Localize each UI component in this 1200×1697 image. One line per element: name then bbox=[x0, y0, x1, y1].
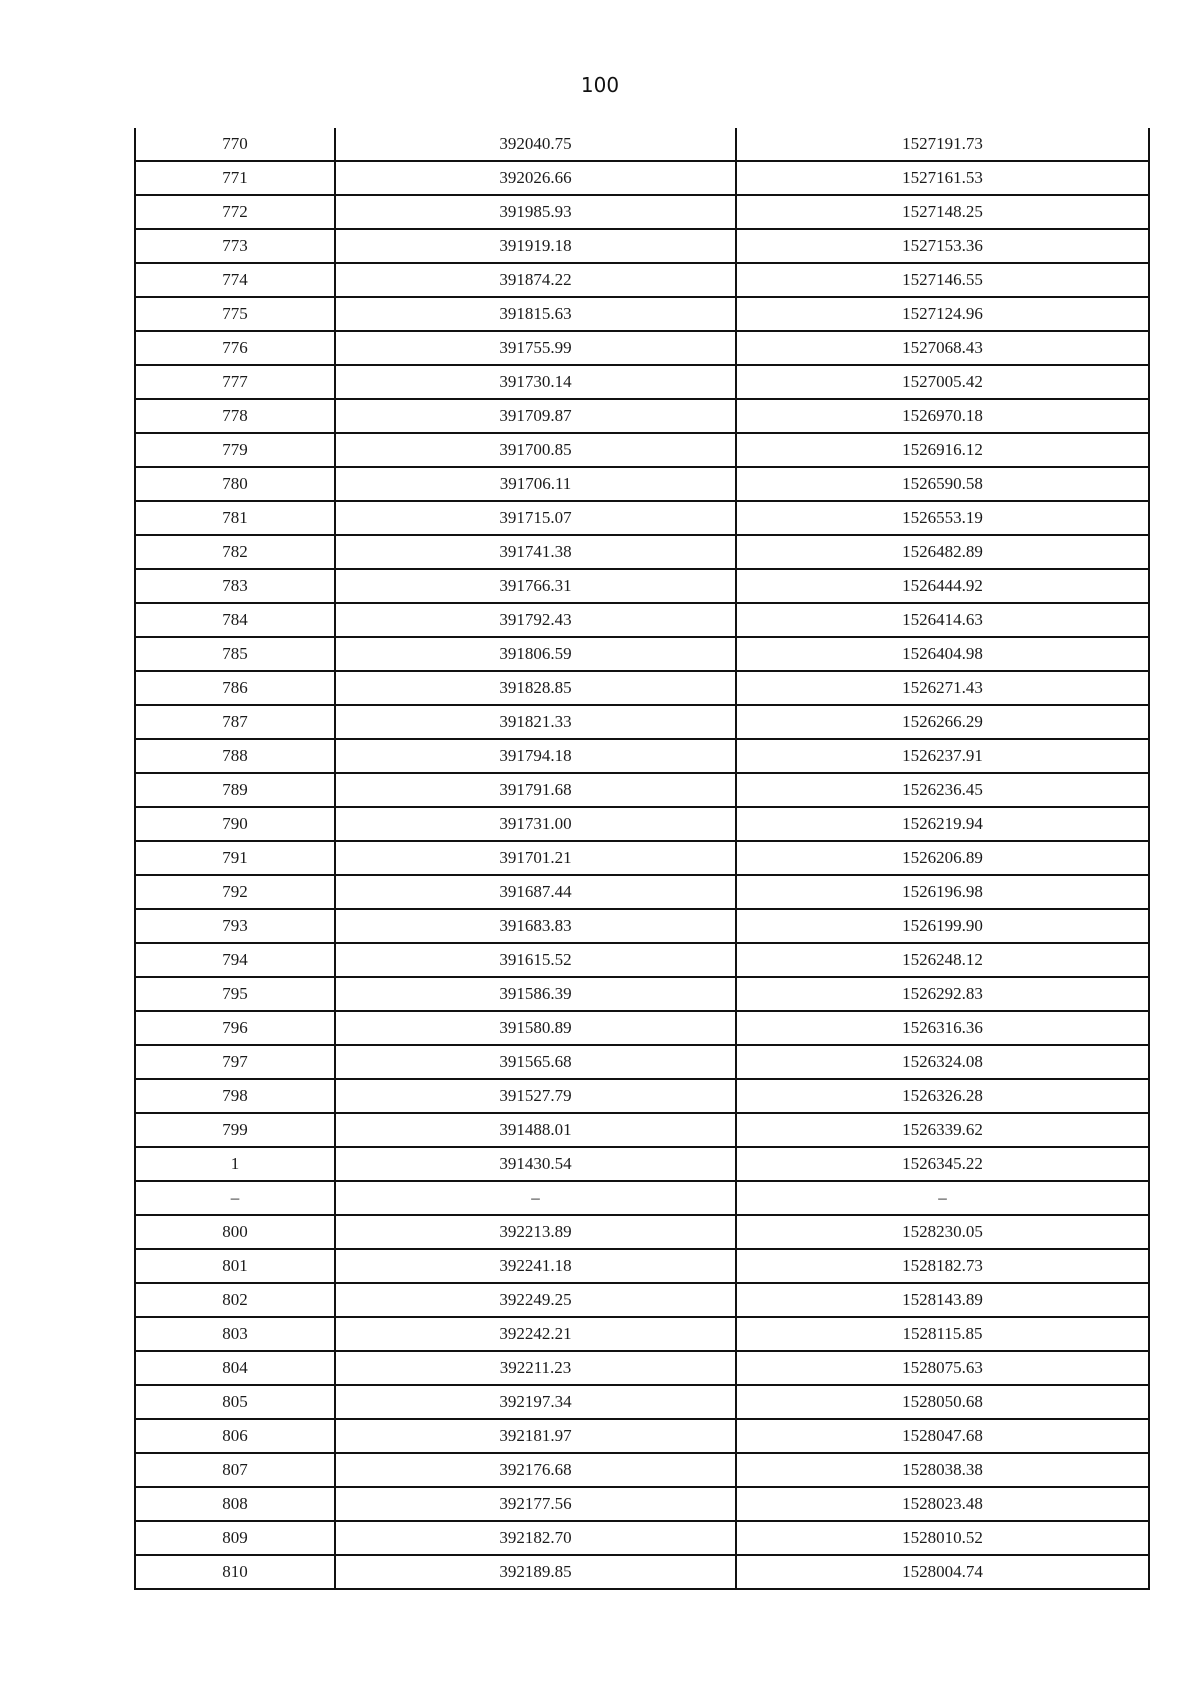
y-coordinate-cell: 1526414.63 bbox=[736, 603, 1149, 637]
x-coordinate-cell: 391565.68 bbox=[335, 1045, 736, 1079]
y-coordinate-cell: 1528143.89 bbox=[736, 1283, 1149, 1317]
x-coordinate-cell: 391874.22 bbox=[335, 263, 736, 297]
point-number-cell: 780 bbox=[135, 467, 335, 501]
table-row bbox=[135, 331, 1149, 365]
table-row bbox=[135, 467, 1149, 501]
table-row bbox=[135, 1521, 1149, 1555]
y-coordinate-cell: 1526316.36 bbox=[736, 1011, 1149, 1045]
x-coordinate-cell: 392197.34 bbox=[335, 1385, 736, 1419]
y-coordinate-cell: 1527148.25 bbox=[736, 195, 1149, 229]
table-row bbox=[135, 603, 1149, 637]
table-row bbox=[135, 1249, 1149, 1283]
point-number-cell: 781 bbox=[135, 501, 335, 535]
x-coordinate-cell: 392249.25 bbox=[335, 1283, 736, 1317]
x-coordinate-cell: 391919.18 bbox=[335, 229, 736, 263]
y-coordinate-cell: 1528075.63 bbox=[736, 1351, 1149, 1385]
point-number-cell: 797 bbox=[135, 1045, 335, 1079]
coordinate-table bbox=[134, 128, 1150, 1590]
point-number-cell: 775 bbox=[135, 297, 335, 331]
y-coordinate-cell: 1526236.45 bbox=[736, 773, 1149, 807]
x-coordinate-cell: 391792.43 bbox=[335, 603, 736, 637]
x-coordinate-cell: 391701.21 bbox=[335, 841, 736, 875]
table-row bbox=[135, 1113, 1149, 1147]
x-coordinate-cell: 391985.93 bbox=[335, 195, 736, 229]
point-number-cell: 1 bbox=[135, 1147, 335, 1181]
x-coordinate-cell: 391687.44 bbox=[335, 875, 736, 909]
y-coordinate-cell: 1527068.43 bbox=[736, 331, 1149, 365]
table-row bbox=[135, 637, 1149, 671]
y-coordinate-cell: 1528004.74 bbox=[736, 1555, 1149, 1589]
x-coordinate-cell: 392026.66 bbox=[335, 161, 736, 195]
table-row bbox=[135, 433, 1149, 467]
point-number-cell: 798 bbox=[135, 1079, 335, 1113]
point-number-cell: 776 bbox=[135, 331, 335, 365]
point-number-cell: – bbox=[135, 1181, 335, 1215]
x-coordinate-cell: – bbox=[335, 1181, 736, 1215]
x-coordinate-cell: 391709.87 bbox=[335, 399, 736, 433]
table-row bbox=[135, 297, 1149, 331]
table-row bbox=[135, 841, 1149, 875]
y-coordinate-cell: 1527124.96 bbox=[736, 297, 1149, 331]
table-row bbox=[135, 195, 1149, 229]
table-row bbox=[135, 1487, 1149, 1521]
x-coordinate-cell: 392189.85 bbox=[335, 1555, 736, 1589]
table-row bbox=[135, 1419, 1149, 1453]
table-row bbox=[135, 1317, 1149, 1351]
x-coordinate-cell: 391715.07 bbox=[335, 501, 736, 535]
table-row bbox=[135, 909, 1149, 943]
x-coordinate-cell: 391683.83 bbox=[335, 909, 736, 943]
table-row bbox=[135, 535, 1149, 569]
point-number-cell: 773 bbox=[135, 229, 335, 263]
y-coordinate-cell: 1526482.89 bbox=[736, 535, 1149, 569]
x-coordinate-cell: 391766.31 bbox=[335, 569, 736, 603]
x-coordinate-cell: 392211.23 bbox=[335, 1351, 736, 1385]
y-coordinate-cell: 1528182.73 bbox=[736, 1249, 1149, 1283]
table-row bbox=[135, 1453, 1149, 1487]
x-coordinate-cell: 391806.59 bbox=[335, 637, 736, 671]
y-coordinate-cell: 1527191.73 bbox=[736, 128, 1149, 161]
point-number-cell: 774 bbox=[135, 263, 335, 297]
y-coordinate-cell: 1527153.36 bbox=[736, 229, 1149, 263]
y-coordinate-cell: 1526248.12 bbox=[736, 943, 1149, 977]
point-number-cell: 809 bbox=[135, 1521, 335, 1555]
y-coordinate-cell: 1528050.68 bbox=[736, 1385, 1149, 1419]
x-coordinate-cell: 392040.75 bbox=[335, 128, 736, 161]
point-number-cell: 778 bbox=[135, 399, 335, 433]
y-coordinate-cell: 1526444.92 bbox=[736, 569, 1149, 603]
point-number-cell: 806 bbox=[135, 1419, 335, 1453]
x-coordinate-cell: 392176.68 bbox=[335, 1453, 736, 1487]
table-row bbox=[135, 875, 1149, 909]
table-row bbox=[135, 1555, 1149, 1589]
point-number-cell: 808 bbox=[135, 1487, 335, 1521]
x-coordinate-cell: 391794.18 bbox=[335, 739, 736, 773]
x-coordinate-cell: 391527.79 bbox=[335, 1079, 736, 1113]
x-coordinate-cell: 391586.39 bbox=[335, 977, 736, 1011]
x-coordinate-cell: 391706.11 bbox=[335, 467, 736, 501]
y-coordinate-cell: 1528047.68 bbox=[736, 1419, 1149, 1453]
table-row bbox=[135, 161, 1149, 195]
y-coordinate-cell: 1526199.90 bbox=[736, 909, 1149, 943]
point-number-cell: 795 bbox=[135, 977, 335, 1011]
y-coordinate-cell: 1526271.43 bbox=[736, 671, 1149, 705]
point-number-cell: 799 bbox=[135, 1113, 335, 1147]
table-row bbox=[135, 1283, 1149, 1317]
table-row bbox=[135, 128, 1149, 161]
x-coordinate-cell: 392241.18 bbox=[335, 1249, 736, 1283]
table-row bbox=[135, 1147, 1149, 1181]
x-coordinate-cell: 391430.54 bbox=[335, 1147, 736, 1181]
x-coordinate-cell: 391821.33 bbox=[335, 705, 736, 739]
x-coordinate-cell: 392182.70 bbox=[335, 1521, 736, 1555]
x-coordinate-cell: 392242.21 bbox=[335, 1317, 736, 1351]
point-number-cell: 807 bbox=[135, 1453, 335, 1487]
x-coordinate-cell: 391755.99 bbox=[335, 331, 736, 365]
y-coordinate-cell: 1526237.91 bbox=[736, 739, 1149, 773]
table-row bbox=[135, 977, 1149, 1011]
point-number-cell: 803 bbox=[135, 1317, 335, 1351]
point-number-cell: 800 bbox=[135, 1215, 335, 1249]
coordinate-table-body bbox=[135, 128, 1149, 1589]
y-coordinate-cell: 1526206.89 bbox=[736, 841, 1149, 875]
x-coordinate-cell: 391731.00 bbox=[335, 807, 736, 841]
point-number-cell: 794 bbox=[135, 943, 335, 977]
y-coordinate-cell: 1528230.05 bbox=[736, 1215, 1149, 1249]
point-number-cell: 782 bbox=[135, 535, 335, 569]
x-coordinate-cell: 391700.85 bbox=[335, 433, 736, 467]
point-number-cell: 783 bbox=[135, 569, 335, 603]
table-row bbox=[135, 671, 1149, 705]
y-coordinate-cell: 1526590.58 bbox=[736, 467, 1149, 501]
y-coordinate-cell: 1528023.48 bbox=[736, 1487, 1149, 1521]
point-number-cell: 788 bbox=[135, 739, 335, 773]
y-coordinate-cell: 1526404.98 bbox=[736, 637, 1149, 671]
table-row bbox=[135, 569, 1149, 603]
table-row bbox=[135, 263, 1149, 297]
table-row bbox=[135, 229, 1149, 263]
table-row bbox=[135, 365, 1149, 399]
y-coordinate-cell: 1527005.42 bbox=[736, 365, 1149, 399]
y-coordinate-cell: 1526916.12 bbox=[736, 433, 1149, 467]
y-coordinate-cell: 1527161.53 bbox=[736, 161, 1149, 195]
point-number-cell: 784 bbox=[135, 603, 335, 637]
point-number-cell: 804 bbox=[135, 1351, 335, 1385]
table-row bbox=[135, 739, 1149, 773]
point-number-cell: 785 bbox=[135, 637, 335, 671]
y-coordinate-cell: 1526219.94 bbox=[736, 807, 1149, 841]
point-number-cell: 802 bbox=[135, 1283, 335, 1317]
y-coordinate-cell: 1527146.55 bbox=[736, 263, 1149, 297]
x-coordinate-cell: 391615.52 bbox=[335, 943, 736, 977]
y-coordinate-cell: 1526196.98 bbox=[736, 875, 1149, 909]
y-coordinate-cell: 1526553.19 bbox=[736, 501, 1149, 535]
point-number-cell: 770 bbox=[135, 128, 335, 161]
x-coordinate-cell: 391791.68 bbox=[335, 773, 736, 807]
point-number-cell: 793 bbox=[135, 909, 335, 943]
table-row bbox=[135, 705, 1149, 739]
table-row bbox=[135, 1079, 1149, 1113]
point-number-cell: 771 bbox=[135, 161, 335, 195]
y-coordinate-cell: 1528038.38 bbox=[736, 1453, 1149, 1487]
y-coordinate-cell: 1526292.83 bbox=[736, 977, 1149, 1011]
x-coordinate-cell: 391730.14 bbox=[335, 365, 736, 399]
point-number-cell: 796 bbox=[135, 1011, 335, 1045]
x-coordinate-cell: 392177.56 bbox=[335, 1487, 736, 1521]
table-row bbox=[135, 1181, 1149, 1215]
y-coordinate-cell: – bbox=[736, 1181, 1149, 1215]
x-coordinate-cell: 392213.89 bbox=[335, 1215, 736, 1249]
table-row bbox=[135, 1215, 1149, 1249]
table-row bbox=[135, 1351, 1149, 1385]
table-row bbox=[135, 399, 1149, 433]
table-row bbox=[135, 1045, 1149, 1079]
table-row bbox=[135, 773, 1149, 807]
point-number-cell: 777 bbox=[135, 365, 335, 399]
x-coordinate-cell: 391815.63 bbox=[335, 297, 736, 331]
table-row bbox=[135, 501, 1149, 535]
x-coordinate-cell: 391488.01 bbox=[335, 1113, 736, 1147]
table-row bbox=[135, 807, 1149, 841]
y-coordinate-cell: 1528115.85 bbox=[736, 1317, 1149, 1351]
y-coordinate-cell: 1526345.22 bbox=[736, 1147, 1149, 1181]
table-row bbox=[135, 1385, 1149, 1419]
x-coordinate-cell: 391580.89 bbox=[335, 1011, 736, 1045]
point-number-cell: 772 bbox=[135, 195, 335, 229]
table-row bbox=[135, 943, 1149, 977]
point-number-cell: 792 bbox=[135, 875, 335, 909]
point-number-cell: 789 bbox=[135, 773, 335, 807]
y-coordinate-cell: 1528010.52 bbox=[736, 1521, 1149, 1555]
point-number-cell: 790 bbox=[135, 807, 335, 841]
x-coordinate-cell: 391828.85 bbox=[335, 671, 736, 705]
x-coordinate-cell: 391741.38 bbox=[335, 535, 736, 569]
y-coordinate-cell: 1526324.08 bbox=[736, 1045, 1149, 1079]
y-coordinate-cell: 1526339.62 bbox=[736, 1113, 1149, 1147]
table-row bbox=[135, 1011, 1149, 1045]
point-number-cell: 805 bbox=[135, 1385, 335, 1419]
page-number: 100 bbox=[580, 73, 620, 97]
point-number-cell: 791 bbox=[135, 841, 335, 875]
point-number-cell: 787 bbox=[135, 705, 335, 739]
point-number-cell: 801 bbox=[135, 1249, 335, 1283]
x-coordinate-cell: 392181.97 bbox=[335, 1419, 736, 1453]
point-number-cell: 810 bbox=[135, 1555, 335, 1589]
point-number-cell: 786 bbox=[135, 671, 335, 705]
y-coordinate-cell: 1526326.28 bbox=[736, 1079, 1149, 1113]
point-number-cell: 779 bbox=[135, 433, 335, 467]
y-coordinate-cell: 1526266.29 bbox=[736, 705, 1149, 739]
y-coordinate-cell: 1526970.18 bbox=[736, 399, 1149, 433]
